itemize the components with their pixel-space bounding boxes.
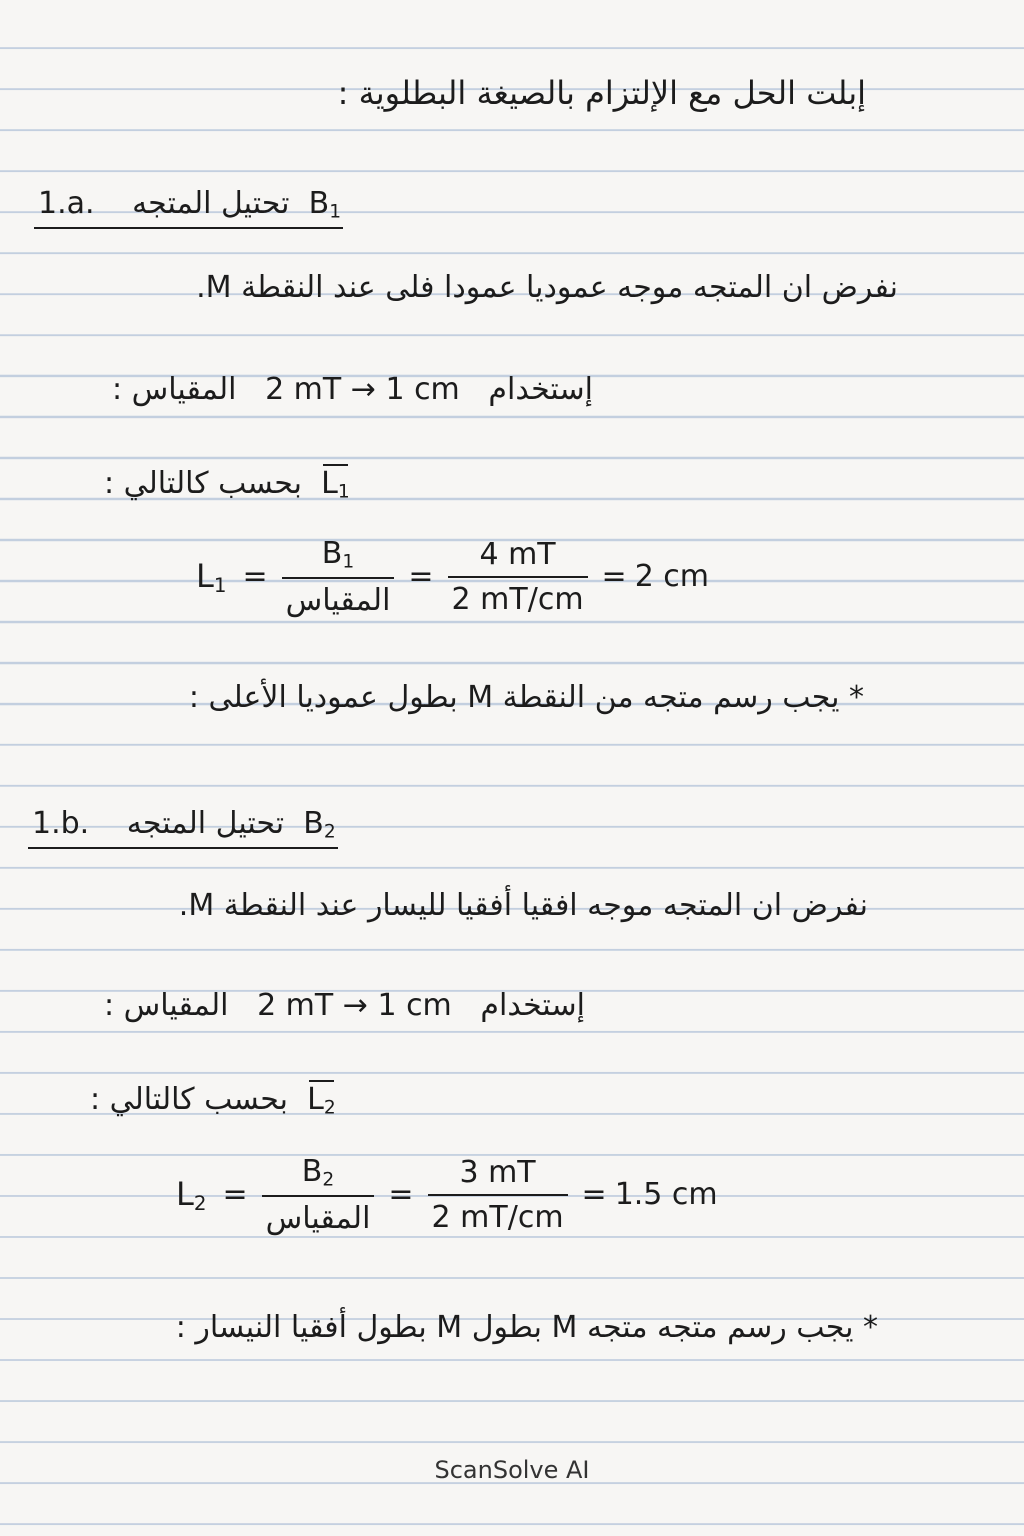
- fraction-denominator: 2 mT/cm: [431, 1199, 564, 1235]
- equals-sign: =: [388, 1177, 414, 1213]
- section-number: 1.b.: [32, 806, 90, 841]
- fraction-numerator: $B_1$: [321, 536, 355, 573]
- page-title: إبلت الحل مع الإلتزام بالصيغة البطلوية :: [337, 74, 866, 112]
- section-heading-text: تحتيل المتجه: [126, 806, 285, 841]
- assumption-text-1a: نفرض ان المتجه موجه عموديا عمودا فلى عند النقطة M.: [196, 270, 898, 305]
- length-intro-text: بحسب كالتالي :: [104, 466, 303, 501]
- length-intro-text: بحسب كالتالي :: [90, 1082, 289, 1117]
- section-heading-1a: [34, 186, 343, 229]
- fraction-bar: [262, 1195, 375, 1197]
- assumption-text-1b: نفرض ان المتجه موجه افقيا أفقيا لليسار عند النقطة M.: [178, 888, 868, 923]
- length-intro-1b: [90, 1082, 336, 1119]
- scale-label: إستخدام: [488, 372, 593, 407]
- equation-result: 1.5 cm: [614, 1177, 718, 1213]
- equals-sign: =: [408, 559, 434, 595]
- note-1a: * يجب رسم متجه من النقطة M بطول عموديا الأعلى :: [188, 680, 864, 715]
- section-heading-1b: [28, 806, 338, 849]
- note-1b: * يجب رسم متجه متجه M بطول M بطول أفقيا النيسار :: [175, 1310, 878, 1345]
- length-symbol: $L_2$: [307, 1082, 336, 1119]
- fraction-numeric: [428, 1155, 568, 1235]
- fraction-denominator: المقياس: [265, 1200, 371, 1236]
- scale-line-1b: [104, 988, 585, 1023]
- equals-sign: =: [581, 1177, 607, 1213]
- length-symbol: $L_1$: [321, 466, 350, 503]
- fraction-numerator: $B_2$: [301, 1154, 335, 1191]
- fraction-symbolic: [282, 536, 395, 618]
- section-heading-text: تحتيل المتجه: [132, 186, 290, 221]
- equation-result: 2 cm: [634, 559, 710, 595]
- fraction-numerator: 4 mT: [479, 536, 556, 572]
- fraction-numeric: [448, 537, 588, 617]
- equation-lhs: $L_1$: [196, 556, 227, 597]
- equals-sign: =: [601, 559, 627, 595]
- equation-1b: [176, 1154, 718, 1236]
- scale-suffix: المقياس :: [112, 372, 237, 407]
- footer-watermark: ScanSolve AI: [434, 1456, 590, 1484]
- length-intro-1a: [104, 466, 350, 503]
- fraction-bar: [428, 1194, 568, 1196]
- scale-label: إستخدام: [480, 988, 585, 1023]
- fraction-bar: [282, 577, 395, 579]
- fraction-denominator: 2 mT/cm: [451, 581, 584, 617]
- scale-suffix: المقياس :: [104, 988, 229, 1023]
- vector-symbol: $B_1$: [308, 186, 342, 223]
- fraction-denominator: المقياس: [285, 582, 391, 618]
- fraction-bar: [448, 576, 588, 578]
- scale-value: 2 mT → 1 cm: [265, 372, 460, 407]
- equals-sign: =: [242, 559, 268, 595]
- fraction-symbolic: [262, 1154, 375, 1236]
- vector-symbol: $B_2$: [303, 806, 336, 843]
- equation-lhs: $L_2$: [176, 1174, 207, 1215]
- scale-line-1a: [112, 372, 593, 407]
- equation-1a: [196, 536, 709, 618]
- fraction-numerator: 3 mT: [459, 1154, 536, 1190]
- scale-value: 2 mT → 1 cm: [257, 988, 452, 1023]
- equals-sign: =: [222, 1177, 248, 1213]
- section-number: 1.a.: [38, 186, 95, 221]
